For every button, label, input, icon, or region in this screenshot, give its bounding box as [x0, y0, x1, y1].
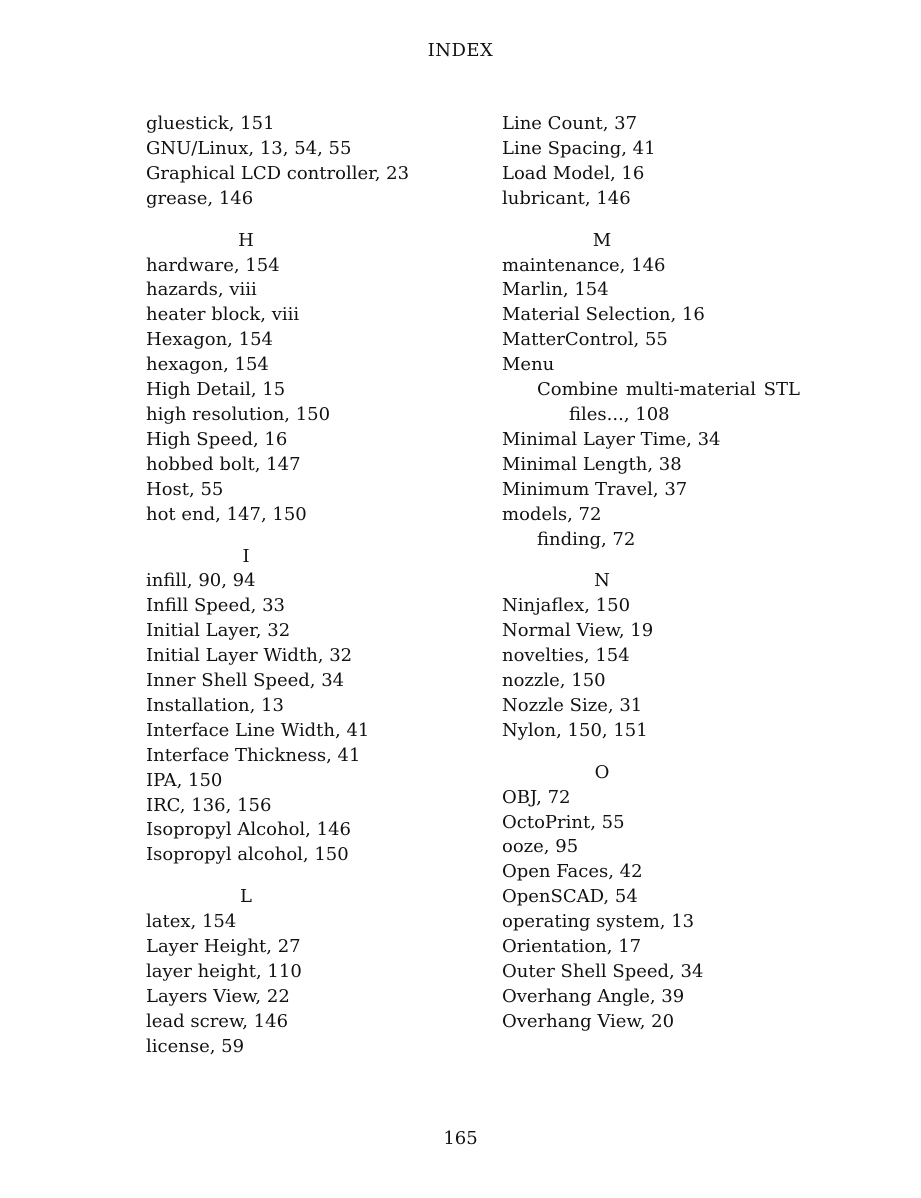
index-entry: grease, 146: [146, 187, 254, 209]
index-entry: hot end, 147, 150: [146, 503, 307, 525]
section-letter-h: H: [238, 229, 254, 251]
index-entry: Layers View, 22: [146, 985, 290, 1007]
section-letter-n: N: [594, 570, 610, 592]
index-entry: hardware, 154: [146, 254, 280, 276]
index-entry: Initial Layer, 32: [146, 620, 291, 642]
index-entry: IPA, 150: [146, 769, 223, 791]
index-column-right: [502, 112, 822, 1035]
index-entry: infill, 90, 94: [146, 570, 256, 592]
index-entry: IRC, 136, 156: [146, 794, 272, 816]
index-entry: Overhang View, 20: [502, 1010, 675, 1032]
index-entry: Interface Thickness, 41: [146, 744, 361, 766]
index-entry: Line Spacing, 41: [502, 137, 656, 159]
index-column-left: [146, 112, 476, 1060]
subentry-line: Combine multi-material STL: [537, 379, 800, 401]
index-entry: heater block, viii: [146, 304, 300, 326]
section-letter-o: O: [594, 761, 610, 783]
index-entry: Overhang Angle, 39: [502, 985, 685, 1007]
page-number: 165: [443, 1128, 478, 1149]
index-entry: Installation, 13: [146, 694, 284, 716]
index-entry: latex, 154: [146, 911, 237, 933]
index-subentry: [502, 378, 822, 428]
index-entry: OBJ, 72: [502, 786, 571, 808]
index-entry: hexagon, 154: [146, 354, 269, 376]
index-entry: Material Selection, 16: [502, 304, 705, 326]
index-entry: Layer Height, 27: [146, 936, 301, 958]
index-entry: Load Model, 16: [502, 162, 645, 184]
index-entry: Host, 55: [146, 478, 224, 500]
index-entry: Interface Line Width, 41: [146, 719, 370, 741]
index-entry: Orientation, 17: [502, 936, 642, 958]
index-entry: Outer Shell Speed, 34: [502, 961, 704, 982]
index-entry: GNU/Linux, 13, 54, 55: [146, 137, 352, 159]
index-entry: Open Faces, 42: [502, 861, 643, 883]
index-entry: lead screw, 146: [146, 1010, 289, 1032]
index-entry: Minimum Travel, 37: [502, 478, 688, 500]
index-entry: Graphical LCD controller, 23: [146, 162, 410, 184]
subentry-line: files..., 108: [569, 403, 670, 425]
index-entry: Infill Speed, 33: [146, 595, 285, 617]
index-entry: lubricant, 146: [502, 187, 631, 209]
index-entry: Isopropyl Alcohol, 146: [146, 819, 351, 841]
index-entry: Menu: [502, 354, 555, 376]
section-letter-l: L: [240, 886, 252, 908]
index-entry: Hexagon, 154: [146, 329, 273, 351]
index-entry: maintenance, 146: [502, 254, 666, 276]
index-subentry: finding, 72: [537, 528, 636, 550]
index-entry: Isopropyl alcohol, 150: [146, 844, 349, 866]
index-entry: High Detail, 15: [146, 379, 286, 401]
index-entry: hazards, viii: [146, 279, 257, 301]
index-entry: Inner Shell Speed, 34: [146, 670, 345, 692]
index-entry: Nozzle Size, 31: [502, 694, 643, 716]
index-entry: gluestick, 151: [146, 113, 275, 134]
index-entry: novelties, 154: [502, 645, 630, 667]
index-entry: Minimal Layer Time, 34: [502, 428, 721, 450]
index-entry: Minimal Length, 38: [502, 453, 682, 475]
index-entry: OctoPrint, 55: [502, 811, 625, 833]
index-entry: license, 59: [146, 1035, 245, 1057]
index-entry: Initial Layer Width, 32: [146, 645, 353, 667]
index-entry: high resolution, 150: [146, 403, 331, 425]
index-entry: Ninjaflex, 150: [502, 595, 631, 617]
index-entry: Marlin, 154: [502, 279, 609, 301]
index-entry: MatterControl, 55: [502, 329, 668, 351]
section-letter-i: I: [242, 545, 250, 567]
index-entry: OpenSCAD, 54: [502, 886, 638, 908]
index-entry: Normal View, 19: [502, 620, 654, 642]
index-entry: Nylon, 150, 151: [502, 719, 648, 741]
index-entry: layer height, 110: [146, 961, 302, 982]
index-entry: High Speed, 16: [146, 428, 288, 450]
running-head: INDEX: [427, 40, 494, 61]
index-entry: operating system, 13: [502, 911, 695, 933]
section-letter-m: M: [592, 229, 612, 251]
index-entry: models, 72: [502, 503, 602, 525]
index-entry: Line Count, 37: [502, 113, 638, 134]
index-entry: nozzle, 150: [502, 670, 606, 692]
index-entry: ooze, 95: [502, 836, 579, 858]
index-entry: hobbed bolt, 147: [146, 453, 301, 475]
